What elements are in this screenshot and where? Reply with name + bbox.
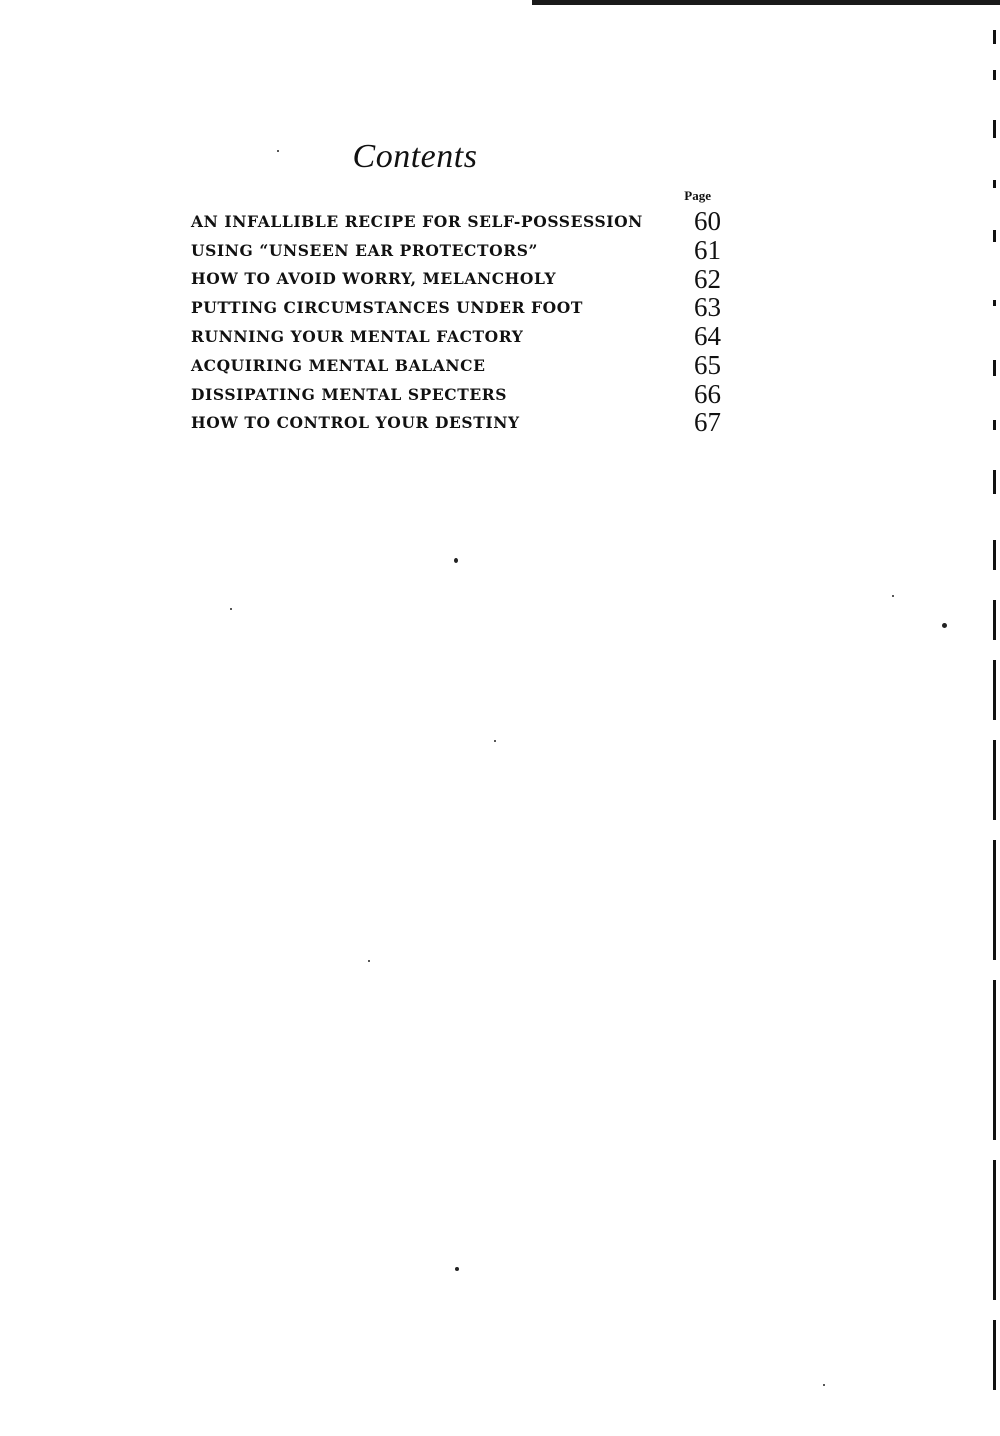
toc-row xyxy=(191,351,721,380)
toc-row xyxy=(191,293,721,322)
toc-entry-title: DISSIPATING MENTAL SPECTERS xyxy=(191,384,508,404)
toc-entry-title: AN INFALLIBLE RECIPE FOR SELF-POSSESSION xyxy=(191,211,643,231)
toc-entry-title: HOW TO CONTROL YOUR DESTINY xyxy=(191,413,520,433)
toc-entry-page: 63 xyxy=(694,292,721,323)
toc-entry-title: HOW TO AVOID WORRY, MELANCHOLY xyxy=(191,269,557,289)
toc-row xyxy=(191,207,721,236)
toc-entry-page: 60 xyxy=(694,205,721,236)
toc-entry-page: 66 xyxy=(694,378,721,409)
speck xyxy=(823,1384,825,1386)
speck xyxy=(494,740,496,742)
toc-row xyxy=(191,409,721,438)
toc-entry-page: 65 xyxy=(694,349,721,380)
toc-row xyxy=(191,322,721,351)
speck xyxy=(455,1267,459,1271)
toc-entry-page: 62 xyxy=(694,263,721,294)
toc-entry-title: ACQUIRING MENTAL BALANCE xyxy=(191,355,486,375)
toc-entry-page: 61 xyxy=(694,234,721,265)
speck xyxy=(368,960,370,962)
page-column-heading: Page xyxy=(684,188,711,203)
toc-entry-page: 67 xyxy=(694,407,721,438)
speck xyxy=(892,595,894,597)
toc-entry-page: 64 xyxy=(694,321,721,352)
speck xyxy=(942,623,947,628)
speck xyxy=(454,558,458,563)
scan-top-edge xyxy=(532,0,1000,5)
toc-row xyxy=(191,236,721,265)
toc-row xyxy=(191,265,721,294)
speck xyxy=(230,608,232,610)
toc-row xyxy=(191,380,721,409)
toc-list xyxy=(191,207,721,437)
toc-entry-title: PUTTING CIRCUMSTANCES UNDER FOOT xyxy=(191,298,583,318)
page-title: Contents xyxy=(352,138,478,175)
toc-entry-title: RUNNING YOUR MENTAL FACTORY xyxy=(191,327,524,347)
scan-binding-edge xyxy=(982,0,1000,1436)
toc-entry-title: USING “UNSEEN EAR PROTECTORS” xyxy=(191,240,539,260)
